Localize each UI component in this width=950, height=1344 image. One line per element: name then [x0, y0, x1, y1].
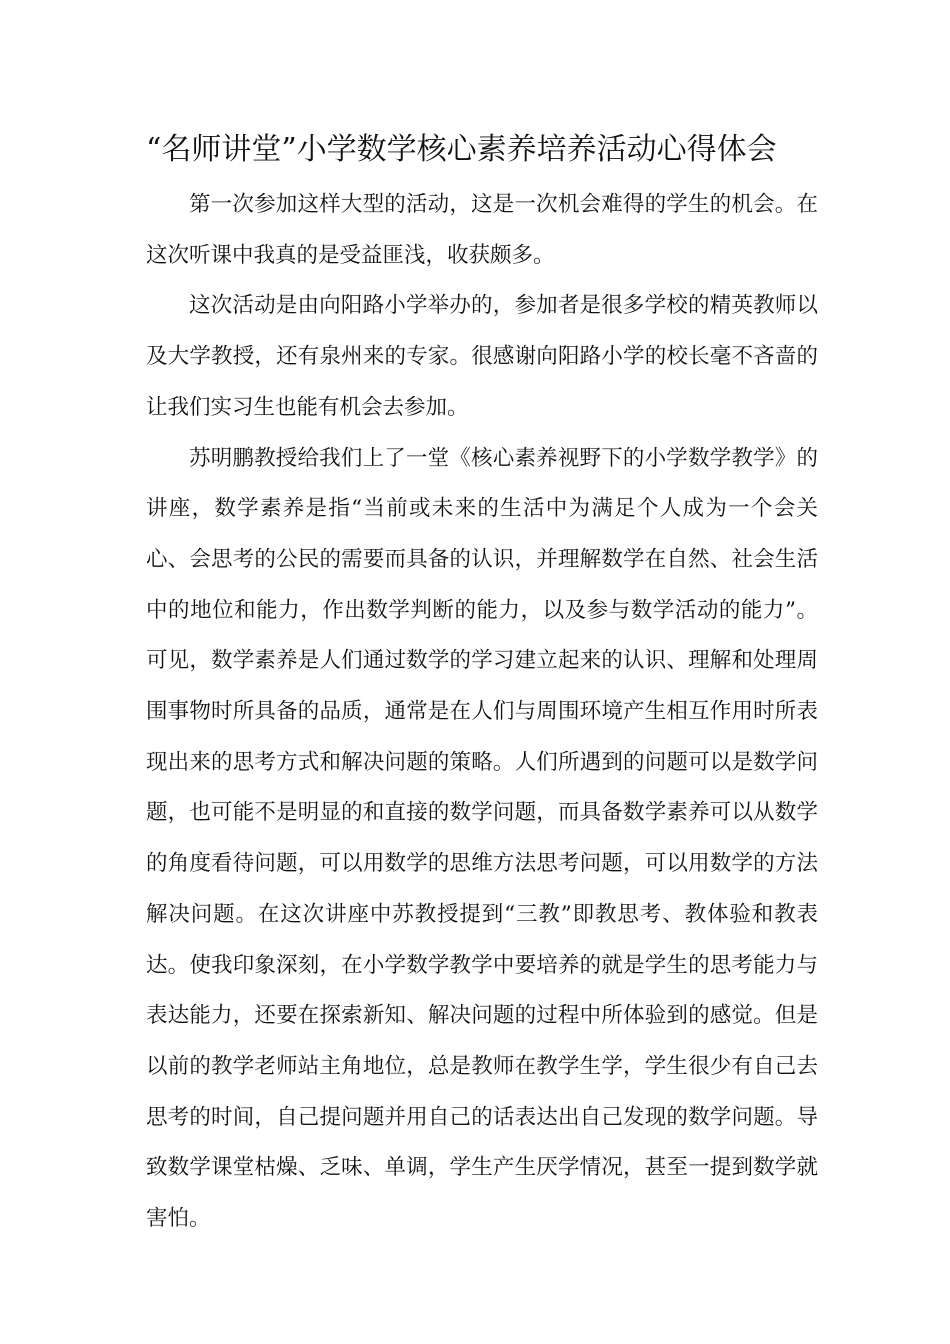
paragraph-3: 苏明鹏教授给我们上了一堂《核心素养视野下的小学数学教学》的讲座，数学素养是指“当前或未来的生活中为满足个人成为一个会关心、会思考的公民的需要而具备的认识，并理解数学在自然、社会生活中的地位和能力，作出数学判断的能力，以及参与数学活动的能力”。可见，数学素养是人们通过数学的学习建立起来的认识、理解和处理周围事物时所具备的品质，通常是在人们与周围环境产生相互作用时所表现出来的思考方式和解决问题的策略。人们所遇到的问题可以是数学问题，也可能不是明显的和直接的数学问题，而具备数学素养可以从数学的角度看待问题，可以用数学的思维方法思考问题，可以用数学的方法解决问题。在这次讲座中苏教授提到“三教”即教思考、教体验和教表达。使我印象深刻，在小学数学教学中要培养的就是学生的思考能力与表达能力，还要在探索新知、解决问题的过程中所体验到的感觉。但是以前的教学老师站主角地位，总是教师在教学生学，学生很少有自己去思考的时间，自己提问题并用自己的话表达出自己发现的数学问题。导致数学课堂枯燥、乏味、单调，学生产生厌学情况，甚至一提到数学就害怕。 [146, 445, 818, 1232]
paragraph-1: 第一次参加这样大型的活动，这是一次机会难得的学生的机会。在这次听课中我真的是受益匪浅，收获颇多。 [146, 192, 818, 268]
paragraph-2: 这次活动是由向阳路小学举办的，参加者是很多学校的精英教师以及大学教授，还有泉州来的专家。很感谢向阳路小学的校长毫不吝啬的让我们实习生也能有机会去参加。 [146, 293, 818, 420]
document-title: “名师讲堂”小学数学核心素养培养活动心得体会 [146, 132, 777, 167]
document-body [146, 180, 818, 1245]
